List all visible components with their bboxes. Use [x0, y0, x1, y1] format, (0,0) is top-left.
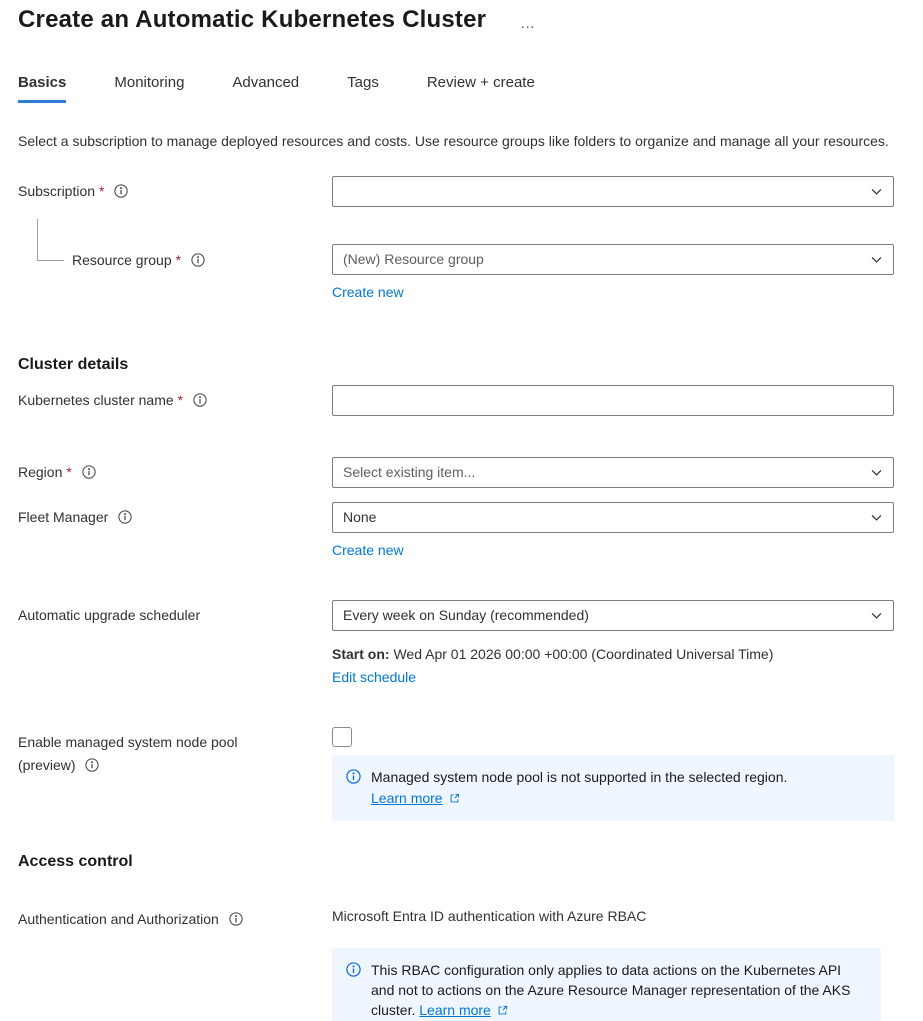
node-pool-label-group [18, 727, 332, 821]
region-label-group [18, 457, 332, 488]
cluster-name-label-group [18, 385, 332, 416]
resource-group-dropdown[interactable] [332, 244, 894, 275]
node-pool-row [18, 727, 905, 821]
auth-info-text: This RBAC configuration only applies to data actions on the Kubernetes API and not to actions on the Azure Resource Manager representation of the AKS cluster. [371, 961, 851, 1019]
resource-group-row [18, 244, 905, 300]
info-icon[interactable] [193, 393, 207, 410]
region-label: Region [18, 463, 63, 480]
cluster-name-row [18, 385, 905, 416]
node-pool-info-body [371, 767, 787, 809]
page-header [18, 6, 905, 34]
resource-group-label-group [18, 244, 332, 300]
chevron-down-icon [870, 511, 883, 524]
subscription-field [332, 176, 894, 207]
info-circle-icon [346, 767, 361, 809]
tab-advanced[interactable]: Advanced [232, 74, 300, 91]
node-pool-label-line2: (preview) [18, 756, 76, 773]
resource-group-value: (New) Resource group [343, 251, 484, 268]
access-control-heading: Access control [18, 852, 133, 870]
resource-group-label: Resource group [72, 251, 172, 268]
cluster-name-label: Kubernetes cluster name [18, 391, 174, 408]
region-row [18, 457, 905, 488]
node-pool-label-line1: Enable managed system node pool [18, 734, 238, 751]
intro-text: Select a subscription to manage deployed resources and costs. Use resource groups like folders to organize and manage all your resources. [18, 133, 889, 149]
upgrade-scheduler-label-group [18, 600, 332, 686]
fleet-manager-dropdown[interactable] [332, 502, 894, 533]
fleet-manager-label: Fleet Manager [18, 508, 109, 525]
fleet-manager-field [332, 502, 894, 558]
info-icon[interactable] [118, 510, 132, 527]
tab-tags[interactable]: Tags [347, 74, 379, 91]
upgrade-scheduler-field [332, 600, 894, 686]
tab-basics[interactable]: Basics [18, 74, 66, 103]
subscription-label-group [18, 176, 332, 207]
tab-review-create[interactable]: Review + create [426, 74, 535, 91]
auth-label-group [18, 904, 332, 1021]
info-icon[interactable] [85, 756, 99, 778]
required-marker: * [175, 251, 182, 268]
cluster-name-field [332, 385, 894, 416]
fleet-manager-label-group [18, 502, 332, 558]
subscription-row [18, 176, 905, 207]
required-marker: * [177, 391, 184, 408]
cluster-details-heading: Cluster details [18, 355, 129, 373]
region-placeholder: Select existing item... [343, 464, 476, 481]
page-title: Create an Automatic Kubernetes Cluster [18, 6, 487, 33]
cluster-name-input[interactable] [332, 385, 894, 416]
subscription-dropdown[interactable] [332, 176, 894, 207]
auth-value: Microsoft Entra ID authentication with Azure RBAC [332, 907, 647, 924]
auth-learn-more-link[interactable]: Learn more [419, 1002, 491, 1019]
external-link-icon [497, 1001, 508, 1021]
chevron-down-icon [870, 185, 883, 198]
start-on-text [332, 645, 894, 665]
upgrade-scheduler-value: Every week on Sunday (recommended) [343, 607, 589, 624]
upgrade-scheduler-row [18, 600, 905, 686]
resource-group-field [332, 244, 894, 300]
upgrade-scheduler-label: Automatic upgrade scheduler [18, 606, 201, 623]
node-pool-learn-more-link[interactable]: Learn more [371, 789, 443, 806]
required-marker: * [99, 182, 105, 199]
required-marker: * [66, 463, 72, 480]
start-on-value: Wed Apr 01 2026 00:00 +00:00 (Coordinated Universal Time) [393, 645, 774, 662]
auth-info-body [371, 960, 867, 1021]
info-icon[interactable] [82, 465, 96, 482]
node-pool-label-line2-group [18, 754, 332, 778]
tab-monitoring[interactable]: Monitoring [114, 74, 185, 91]
node-pool-info-text: Managed system node pool is not supported in the selected region. [371, 769, 788, 786]
auth-field [332, 904, 894, 1021]
info-icon[interactable] [114, 184, 128, 201]
chevron-down-icon [870, 253, 883, 266]
resource-group-create-new-link[interactable]: Create new [332, 283, 404, 300]
region-dropdown[interactable] [332, 457, 894, 488]
info-icon[interactable] [229, 912, 243, 929]
external-link-icon [449, 789, 460, 809]
fleet-manager-row [18, 502, 905, 558]
subscription-label: Subscription [18, 182, 96, 199]
info-icon[interactable] [191, 253, 205, 270]
upgrade-scheduler-dropdown[interactable] [332, 600, 894, 631]
start-on-label: Start on: [332, 645, 390, 662]
managed-system-node-pool-checkbox[interactable] [332, 727, 352, 747]
node-pool-info-message [332, 755, 894, 821]
fleet-manager-create-new-link[interactable]: Create new [332, 541, 404, 558]
region-field [332, 457, 894, 488]
fleet-manager-value: None [343, 509, 377, 526]
indent-connector [37, 219, 64, 261]
tab-bar [18, 74, 905, 103]
auth-label: Authentication and Authorization [18, 910, 219, 927]
auth-info-message [332, 948, 881, 1021]
info-circle-icon [346, 960, 361, 1021]
more-options-button[interactable]: … [520, 14, 538, 32]
auth-row [18, 904, 905, 1021]
node-pool-field [332, 727, 894, 821]
edit-schedule-link[interactable]: Edit schedule [332, 669, 417, 686]
chevron-down-icon [870, 609, 883, 622]
chevron-down-icon [870, 466, 883, 479]
